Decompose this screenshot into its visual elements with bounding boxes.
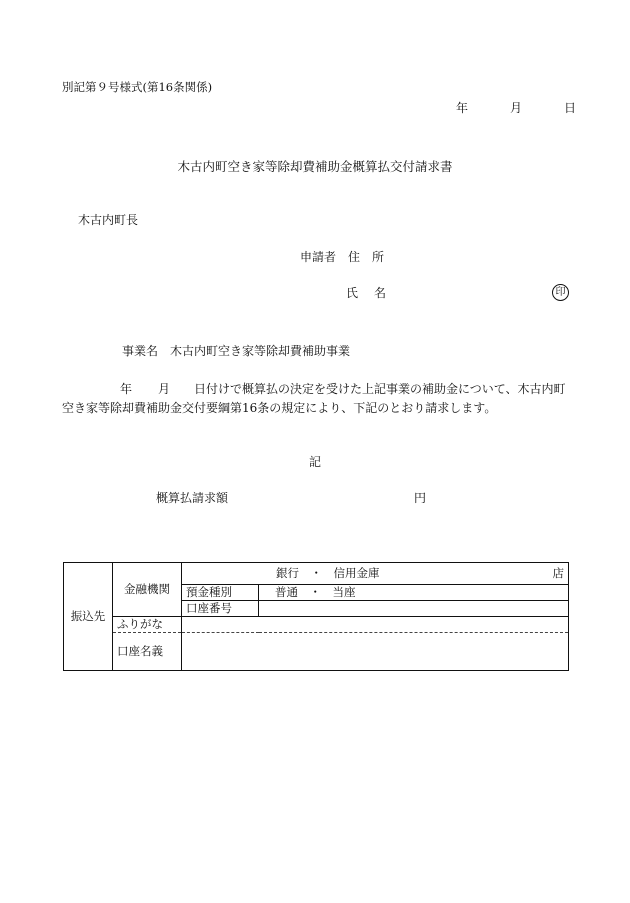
amount-unit: 円 — [414, 491, 427, 505]
account-type-label: 預金種別 — [182, 585, 259, 601]
date-year: 年 — [456, 101, 469, 115]
account-type-options[interactable] — [259, 585, 569, 601]
account-holder-label: 口座名義 — [113, 633, 182, 671]
seal-mark: 印 — [552, 284, 569, 301]
body-month: 月 — [158, 382, 171, 396]
account-number-field[interactable] — [259, 601, 569, 617]
body-text: 日付けで概算払の決定を受けた上記事業の補助金について、木古内町空き家等除却費補助金交付要綱第16条の規定により、下記のとおり請求します。 — [62, 382, 566, 415]
date-day: 日 — [564, 101, 577, 115]
date-line — [456, 102, 576, 114]
name-label-1: 氏 — [346, 286, 359, 300]
project-line — [122, 345, 350, 357]
amount-label: 概算払請求額 — [156, 491, 229, 505]
institution-label: 金融機関 — [113, 563, 182, 617]
document-title: 木古内町空き家等除却費補助金概算払交付請求書 — [177, 159, 453, 174]
address-label-2: 所 — [372, 250, 385, 264]
account-number-label: 口座番号 — [182, 601, 259, 617]
branch-suffix: 店 — [552, 566, 564, 580]
applicant-name-label — [346, 287, 386, 299]
furigana-field[interactable] — [182, 617, 569, 633]
bank-transfer-table — [63, 562, 569, 671]
date-month: 月 — [510, 101, 523, 115]
project-name: 木古内町空き家等除却費補助事業 — [170, 344, 351, 358]
bank-name-field[interactable] — [182, 563, 569, 585]
form-reference: 別記第９号様式(第16条関係) — [62, 80, 213, 94]
name-label-2: 名 — [374, 286, 387, 300]
bank-options: 銀行 ・ 信用金庫 — [276, 566, 380, 580]
body-paragraph — [62, 380, 572, 418]
furigana-label: ふりがな — [113, 617, 182, 633]
transfer-label: 振込先 — [64, 563, 113, 671]
applicant-label: 申請者 — [300, 250, 337, 264]
ki-heading: 記 — [308, 455, 321, 469]
addressee: 木古内町長 — [78, 213, 139, 227]
account-holder-field[interactable] — [182, 633, 569, 671]
project-label: 事業名 — [122, 344, 159, 358]
account-type-value: 普通 ・ 当座 — [275, 585, 356, 599]
applicant-address-label — [300, 251, 384, 263]
body-year: 年 — [120, 382, 133, 396]
address-label-1: 住 — [348, 250, 361, 264]
